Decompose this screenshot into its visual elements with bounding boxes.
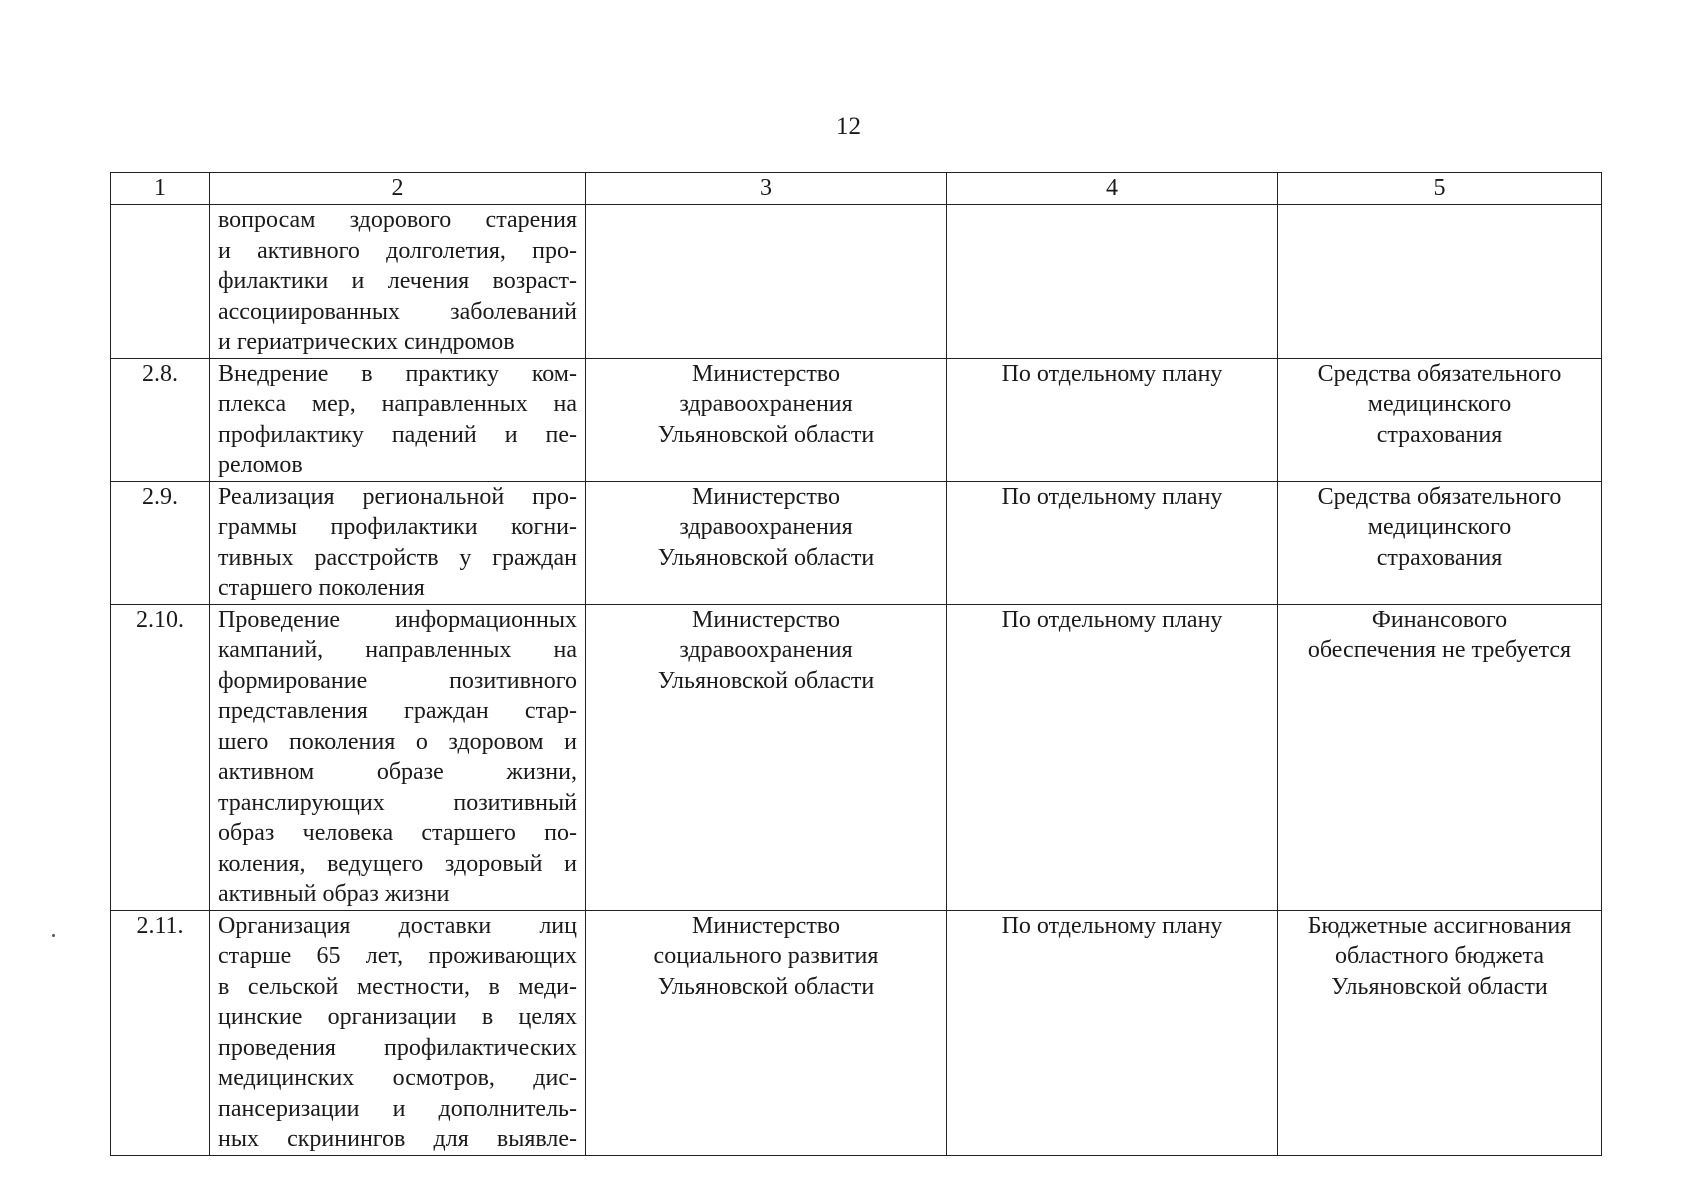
- description-line: профилактику падений и пе-: [218, 421, 577, 448]
- row-number: 2.11.: [111, 910, 210, 1155]
- activity-description: [210, 910, 586, 1155]
- description-line: коления, ведущего здоровый и: [218, 850, 577, 877]
- description-line: старшего поколения: [218, 575, 425, 601]
- description-line: активный образ жизни: [218, 881, 450, 907]
- row-number: 2.8.: [111, 358, 210, 481]
- table-header-row: [111, 173, 1602, 205]
- table-row: [111, 481, 1602, 604]
- description-line: вопросам здорового старения: [218, 207, 577, 233]
- funding-line: страхования: [1376, 544, 1503, 571]
- funding-line: Бюджетные ассигнования: [1307, 912, 1572, 939]
- funding-line: обеспечения не требуется: [1307, 637, 1572, 663]
- responsible-executor: [586, 205, 947, 359]
- header-cell-5: 5: [1278, 173, 1602, 205]
- funding-source: [1278, 604, 1602, 910]
- scan-speck: [52, 934, 55, 937]
- description-line: и активного долголетия, про-: [218, 237, 577, 264]
- header-cell-2: 2: [210, 173, 586, 205]
- executor-line: Министерство: [692, 360, 840, 387]
- description-line: кампаний, направленных на: [218, 637, 577, 663]
- execution-term: По отдельному плану: [947, 910, 1278, 1155]
- table-row: [111, 604, 1602, 910]
- executor-line: Министерство: [692, 606, 840, 633]
- activity-description: [210, 604, 586, 910]
- description-line: Внедрение в практику ком-: [218, 360, 577, 387]
- activity-description: [210, 358, 586, 481]
- funding-line: медицинского: [1367, 391, 1512, 417]
- header-cell-1: 1: [111, 173, 210, 205]
- table-row: [111, 205, 1602, 359]
- page-number: 12: [836, 113, 861, 140]
- row-number: 2.9.: [111, 481, 210, 604]
- executor-line: здравоохранения: [679, 514, 853, 540]
- description-line: проведения профилактических: [218, 1034, 577, 1061]
- description-line: представления граждан стар-: [218, 698, 577, 724]
- executor-line: Министерство: [692, 912, 840, 939]
- description-line: ных скринингов для выявле-: [218, 1126, 577, 1152]
- description-line: Организация доставки лиц: [218, 912, 577, 939]
- funding-line: Ульяновской области: [1331, 973, 1548, 1000]
- description-line: пансеризации и дополнитель-: [218, 1095, 577, 1122]
- executor-line: социального развития: [653, 943, 879, 969]
- activity-table: [110, 172, 1602, 1156]
- responsible-executor: [586, 481, 947, 604]
- header-cell-4: 4: [947, 173, 1278, 205]
- responsible-executor: [586, 358, 947, 481]
- header-cell-3: 3: [586, 173, 947, 205]
- description-line: тивных расстройств у граждан: [218, 544, 577, 571]
- activity-description: [210, 481, 586, 604]
- description-line: плекса мер, направленных на: [218, 391, 577, 417]
- description-line: Проведение информационных: [218, 606, 577, 633]
- description-line: в сельской местности, в меди-: [218, 973, 577, 1000]
- executor-line: Ульяновской области: [657, 667, 875, 694]
- funding-source: [1278, 481, 1602, 604]
- funding-line: медицинского: [1367, 514, 1512, 540]
- description-line: цинские организации в целях: [218, 1004, 577, 1030]
- executor-line: Ульяновской области: [657, 421, 875, 448]
- funding-line: Средства обязательного: [1317, 360, 1562, 387]
- funding-line: страхования: [1376, 421, 1503, 448]
- activity-description: [210, 205, 586, 359]
- table-row: [111, 910, 1602, 1155]
- description-line: медицинских осмотров, дис-: [218, 1065, 577, 1091]
- executor-line: Министерство: [692, 483, 840, 510]
- executor-line: здравоохранения: [679, 637, 853, 663]
- description-line: филактики и лечения возраст-: [218, 268, 577, 294]
- execution-term: По отдельному плану: [947, 604, 1278, 910]
- description-line: транслирующих позитивный: [218, 789, 577, 816]
- executor-line: Ульяновской области: [657, 544, 875, 571]
- description-line: шего поколения о здоровом и: [218, 728, 577, 755]
- description-line: и гериатрических синдромов: [218, 329, 515, 355]
- description-line: граммы профилактики когни-: [218, 514, 577, 540]
- description-line: активном образе жизни,: [218, 759, 577, 785]
- description-line: формирование позитивного: [218, 667, 577, 694]
- funding-line: Средства обязательного: [1317, 483, 1562, 510]
- execution-term: [947, 205, 1278, 359]
- description-line: ассоциированных заболеваний: [218, 298, 577, 325]
- row-number: 2.10.: [111, 604, 210, 910]
- funding-source: [1278, 358, 1602, 481]
- funding-source: [1278, 910, 1602, 1155]
- execution-term: По отдельному плану: [947, 481, 1278, 604]
- execution-term: По отдельному плану: [947, 358, 1278, 481]
- funding-source: [1278, 205, 1602, 359]
- description-line: реломов: [218, 452, 303, 478]
- executor-line: здравоохранения: [679, 391, 853, 417]
- table-row: [111, 358, 1602, 481]
- description-line: образ человека старшего по-: [218, 820, 577, 846]
- responsible-executor: [586, 910, 947, 1155]
- description-line: Реализация региональной про-: [218, 483, 577, 510]
- description-line: старше 65 лет, проживающих: [218, 943, 577, 969]
- responsible-executor: [586, 604, 947, 910]
- row-number: [111, 205, 210, 359]
- executor-line: Ульяновской области: [657, 973, 875, 1000]
- funding-line: Финансового: [1371, 606, 1508, 633]
- funding-line: областного бюджета: [1335, 943, 1544, 969]
